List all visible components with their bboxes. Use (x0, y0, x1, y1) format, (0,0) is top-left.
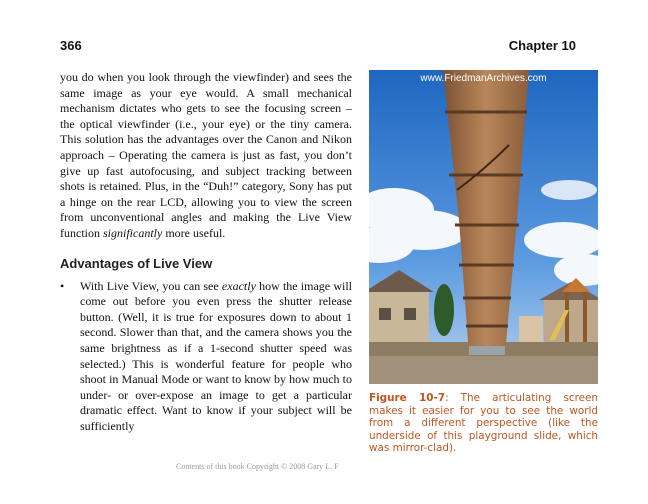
intro-text: you do when you look through the viewfinder) and sees the same image as your eye would. A small mechanical mechanism dictates who gets to see the focusing screen – the optical viewfinder (i.e., your eye) or the tiny camera. This solution has the advantages over the Canon and Nikon approach – Operating the camera is just as fast, you don’t give up fast autofocusing, and subject tracking between shots is retained. Plus, in the “Duh!” category, Sony has put a hinge on the rear LCD, allowing you to view the screen from unconventional angles and making the Live View function (60, 70, 352, 240)
caption-label: Figure 10-7 (369, 392, 446, 404)
bullet-emphasis: exactly (221, 278, 256, 293)
figure-photo (369, 70, 598, 384)
chapter-title: Chapter 10 (508, 38, 576, 53)
body-text-column (60, 70, 352, 434)
figure-caption (369, 392, 598, 455)
photo-watermark: www.FriedmanArchives.com (420, 73, 547, 84)
page-number: 366 (60, 38, 82, 53)
bullet-text (80, 279, 352, 435)
caption-text: : The articulating screen makes it easier for you to see the world from a different perspective (like the underside of this playground slide, which was mirror-clad). (369, 392, 598, 455)
intro-end: more useful. (162, 225, 226, 240)
copyright-footer: Contents of this book Copyright © 2008 Gary L. F (176, 462, 339, 471)
photo-illustration (369, 70, 598, 384)
tree (434, 284, 454, 336)
bullet-post: how the image will come out before you even press the shutter release button. (Well, it is true for exposures down to about 1 second. Slower than that, and the camera shows you the same brightness as if a 1-second shutter speed was selected.) This is wonderful feature for people who shoot in Manual Mode or want to know by how much to under- or over-expose an image to get a particular dramatic effect. Want to know if your subject will be sufficiently (80, 278, 352, 433)
bullet-item (60, 279, 352, 435)
section-heading: Advantages of Live View (60, 255, 213, 271)
ground-path (369, 356, 598, 384)
intro-paragraph (60, 70, 352, 242)
intro-emphasis: significantly (103, 225, 163, 240)
bullet-pre: With Live View, you can see (80, 278, 222, 293)
bullet-icon: • (60, 278, 65, 293)
